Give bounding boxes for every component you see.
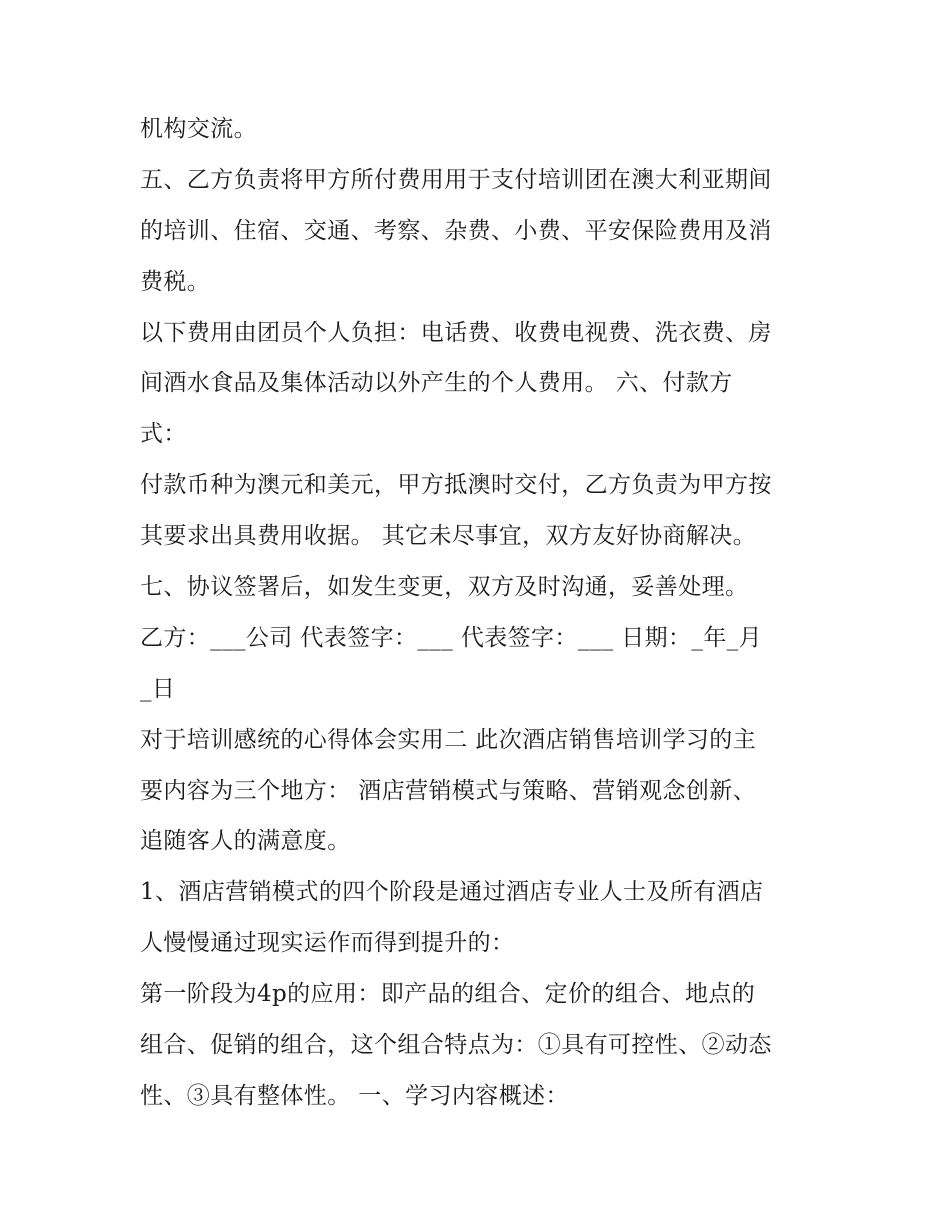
text-line: 的培训、住宿、交通、考察、杂费、小费、平安保险费用及消: [140, 217, 772, 244]
text-line: 追随客人的满意度。: [140, 828, 351, 855]
text-line: 以下费用由团员个人负担：电话费、收费电视费、洗衣费、房: [140, 319, 772, 346]
text-line: 第一阶段为4p的应用：即产品的组合、定价的组合、地点的: [140, 981, 756, 1008]
text-line: 七、协议签署后，如发生变更，双方及时沟通，妥善处理。: [140, 574, 749, 601]
text-line: 1、酒店营销模式的四个阶段是通过酒店专业人士及所有酒店: [140, 879, 764, 906]
text-line: 组合、促销的组合，这个组合特点为：①具有可控性、②动态: [140, 1032, 772, 1059]
text-line: 付款币种为澳元和美元，甲方抵澳时交付，乙方负责为甲方按: [140, 472, 772, 499]
text-line: 机构交流。: [140, 116, 257, 142]
text-line: 性、③具有整体性。 一、学习内容概述：: [140, 1082, 569, 1109]
text-line: 式：: [140, 421, 187, 448]
text-line: 五、乙方负责将甲方所付费用用于支付培训团在澳大利亚期间: [140, 166, 772, 193]
text-line: 其要求出具费用收据。 其它未尽事宜，双方友好协商解决。: [140, 523, 757, 550]
text-line: 对于培训感统的心得体会实用二 此次酒店销售培训学习的主: [140, 726, 757, 753]
text-line: 乙方：___公司 代表签字：___ 代表签字：___ 日期：_年_月: [140, 624, 763, 651]
text-line: 费税。: [140, 268, 211, 295]
text-line: 要内容为三个地方： 酒店营销模式与策略、营销观念创新、: [140, 777, 757, 804]
text-line: 间酒水食品及集体活动以外产生的个人费用。 六、付款方: [140, 370, 733, 397]
document-body: [140, 104, 820, 1122]
text-line: 人慢慢通过现实运作而得到提升的：: [140, 930, 515, 957]
text-line: _日: [140, 675, 176, 702]
